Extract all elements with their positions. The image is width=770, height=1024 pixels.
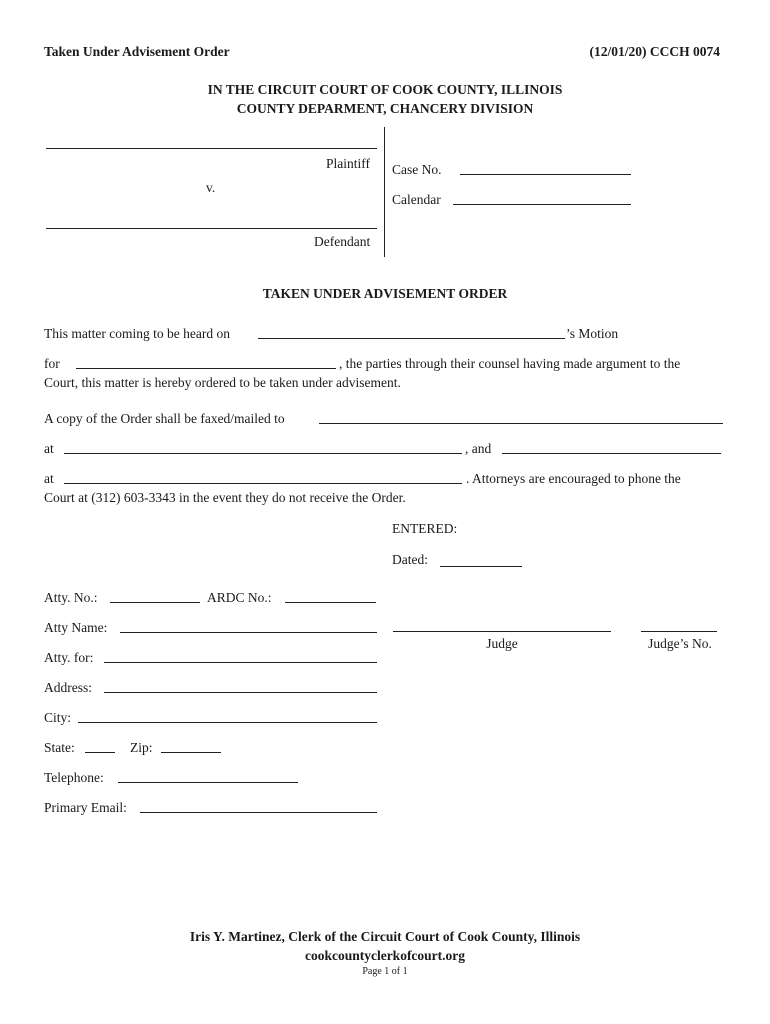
calendar-label: Calendar xyxy=(392,192,441,207)
plaintiff-label: Plaintiff xyxy=(326,156,371,171)
court-name: IN THE CIRCUIT COURT OF COOK COUNTY, ILLINOIS xyxy=(207,82,563,97)
motion-purpose-field[interactable] xyxy=(76,368,336,369)
ardc-no-field[interactable] xyxy=(285,602,376,603)
clerk-website[interactable]: cookcountyclerkofcourt.org xyxy=(304,948,466,963)
ardc-no-label: ARDC No.: xyxy=(207,590,272,605)
judge-no-label: Judge’s No. xyxy=(648,636,712,651)
atty-name-label: Atty Name: xyxy=(44,620,108,635)
court-division: COUNTY DEPARMENT, CHANCERY DIVISION xyxy=(236,101,534,116)
and-label: , and xyxy=(465,441,492,456)
address-2-field[interactable] xyxy=(64,483,462,484)
case-no-field[interactable] xyxy=(460,174,631,175)
party-name-field[interactable] xyxy=(258,338,565,339)
heard-on-text: This matter coming to be heard on xyxy=(44,326,230,341)
address-1-field[interactable] xyxy=(64,453,462,454)
case-no-label: Case No. xyxy=(392,162,442,177)
city-label: City: xyxy=(44,710,72,725)
page-number: Page 1 of 1 xyxy=(362,966,408,977)
copy-mailed-text: A copy of the Order shall be faxed/mailed to xyxy=(44,411,285,426)
dated-field[interactable] xyxy=(440,566,522,567)
telephone-label: Telephone: xyxy=(44,770,104,785)
atty-for-label: Atty. for: xyxy=(44,650,94,665)
calendar-field[interactable] xyxy=(453,204,631,205)
primary-email-field[interactable] xyxy=(140,812,377,813)
judge-no-field[interactable] xyxy=(641,631,717,632)
form-title: Taken Under Advisement Order xyxy=(44,44,230,59)
dated-label: Dated: xyxy=(392,552,428,567)
address-label: Address: xyxy=(44,680,92,695)
at-label-2: at xyxy=(44,471,54,486)
caption-divider xyxy=(384,127,385,257)
zip-label: Zip: xyxy=(130,740,153,755)
atty-name-field[interactable] xyxy=(120,632,377,633)
motion-text: ’s Motion xyxy=(566,326,619,341)
telephone-field[interactable] xyxy=(118,782,298,783)
judge-signature-field[interactable] xyxy=(393,631,611,632)
judge-label: Judge xyxy=(486,636,518,651)
entered-label: ENTERED: xyxy=(392,521,458,536)
primary-email-label: Primary Email: xyxy=(44,800,127,815)
defendant-name-field[interactable] xyxy=(46,228,377,229)
zip-field[interactable] xyxy=(161,752,221,753)
atty-for-field[interactable] xyxy=(104,662,377,663)
form-code: (12/01/20) CCCH 0074 xyxy=(589,44,720,59)
advisement-text: Court, this matter is hereby ordered to be taken under advisement. xyxy=(44,375,401,390)
atty-no-label: Atty. No.: xyxy=(44,590,98,605)
state-field[interactable] xyxy=(85,752,115,753)
mailed-to-field[interactable] xyxy=(319,423,723,424)
defendant-label: Defendant xyxy=(314,234,371,249)
second-recipient-field[interactable] xyxy=(502,453,721,454)
clerk-line: Iris Y. Martinez, Clerk of the Circuit Court of Cook County, Illinois xyxy=(189,929,581,944)
court-phone-text: Court at (312) 603-3343 in the event they do not receive the Order. xyxy=(44,490,406,505)
argument-text: , the parties through their counsel having made argument to the xyxy=(339,356,681,371)
order-title: TAKEN UNDER ADVISEMENT ORDER xyxy=(262,286,508,301)
attorneys-phone-text: . Attorneys are encouraged to phone the xyxy=(466,471,681,486)
city-field[interactable] xyxy=(78,722,377,723)
state-label: State: xyxy=(44,740,75,755)
plaintiff-name-field[interactable] xyxy=(46,148,377,149)
versus-label: v. xyxy=(206,180,216,195)
address-field[interactable] xyxy=(104,692,377,693)
for-text: for xyxy=(44,356,60,371)
at-label-1: at xyxy=(44,441,54,456)
atty-no-field[interactable] xyxy=(110,602,200,603)
